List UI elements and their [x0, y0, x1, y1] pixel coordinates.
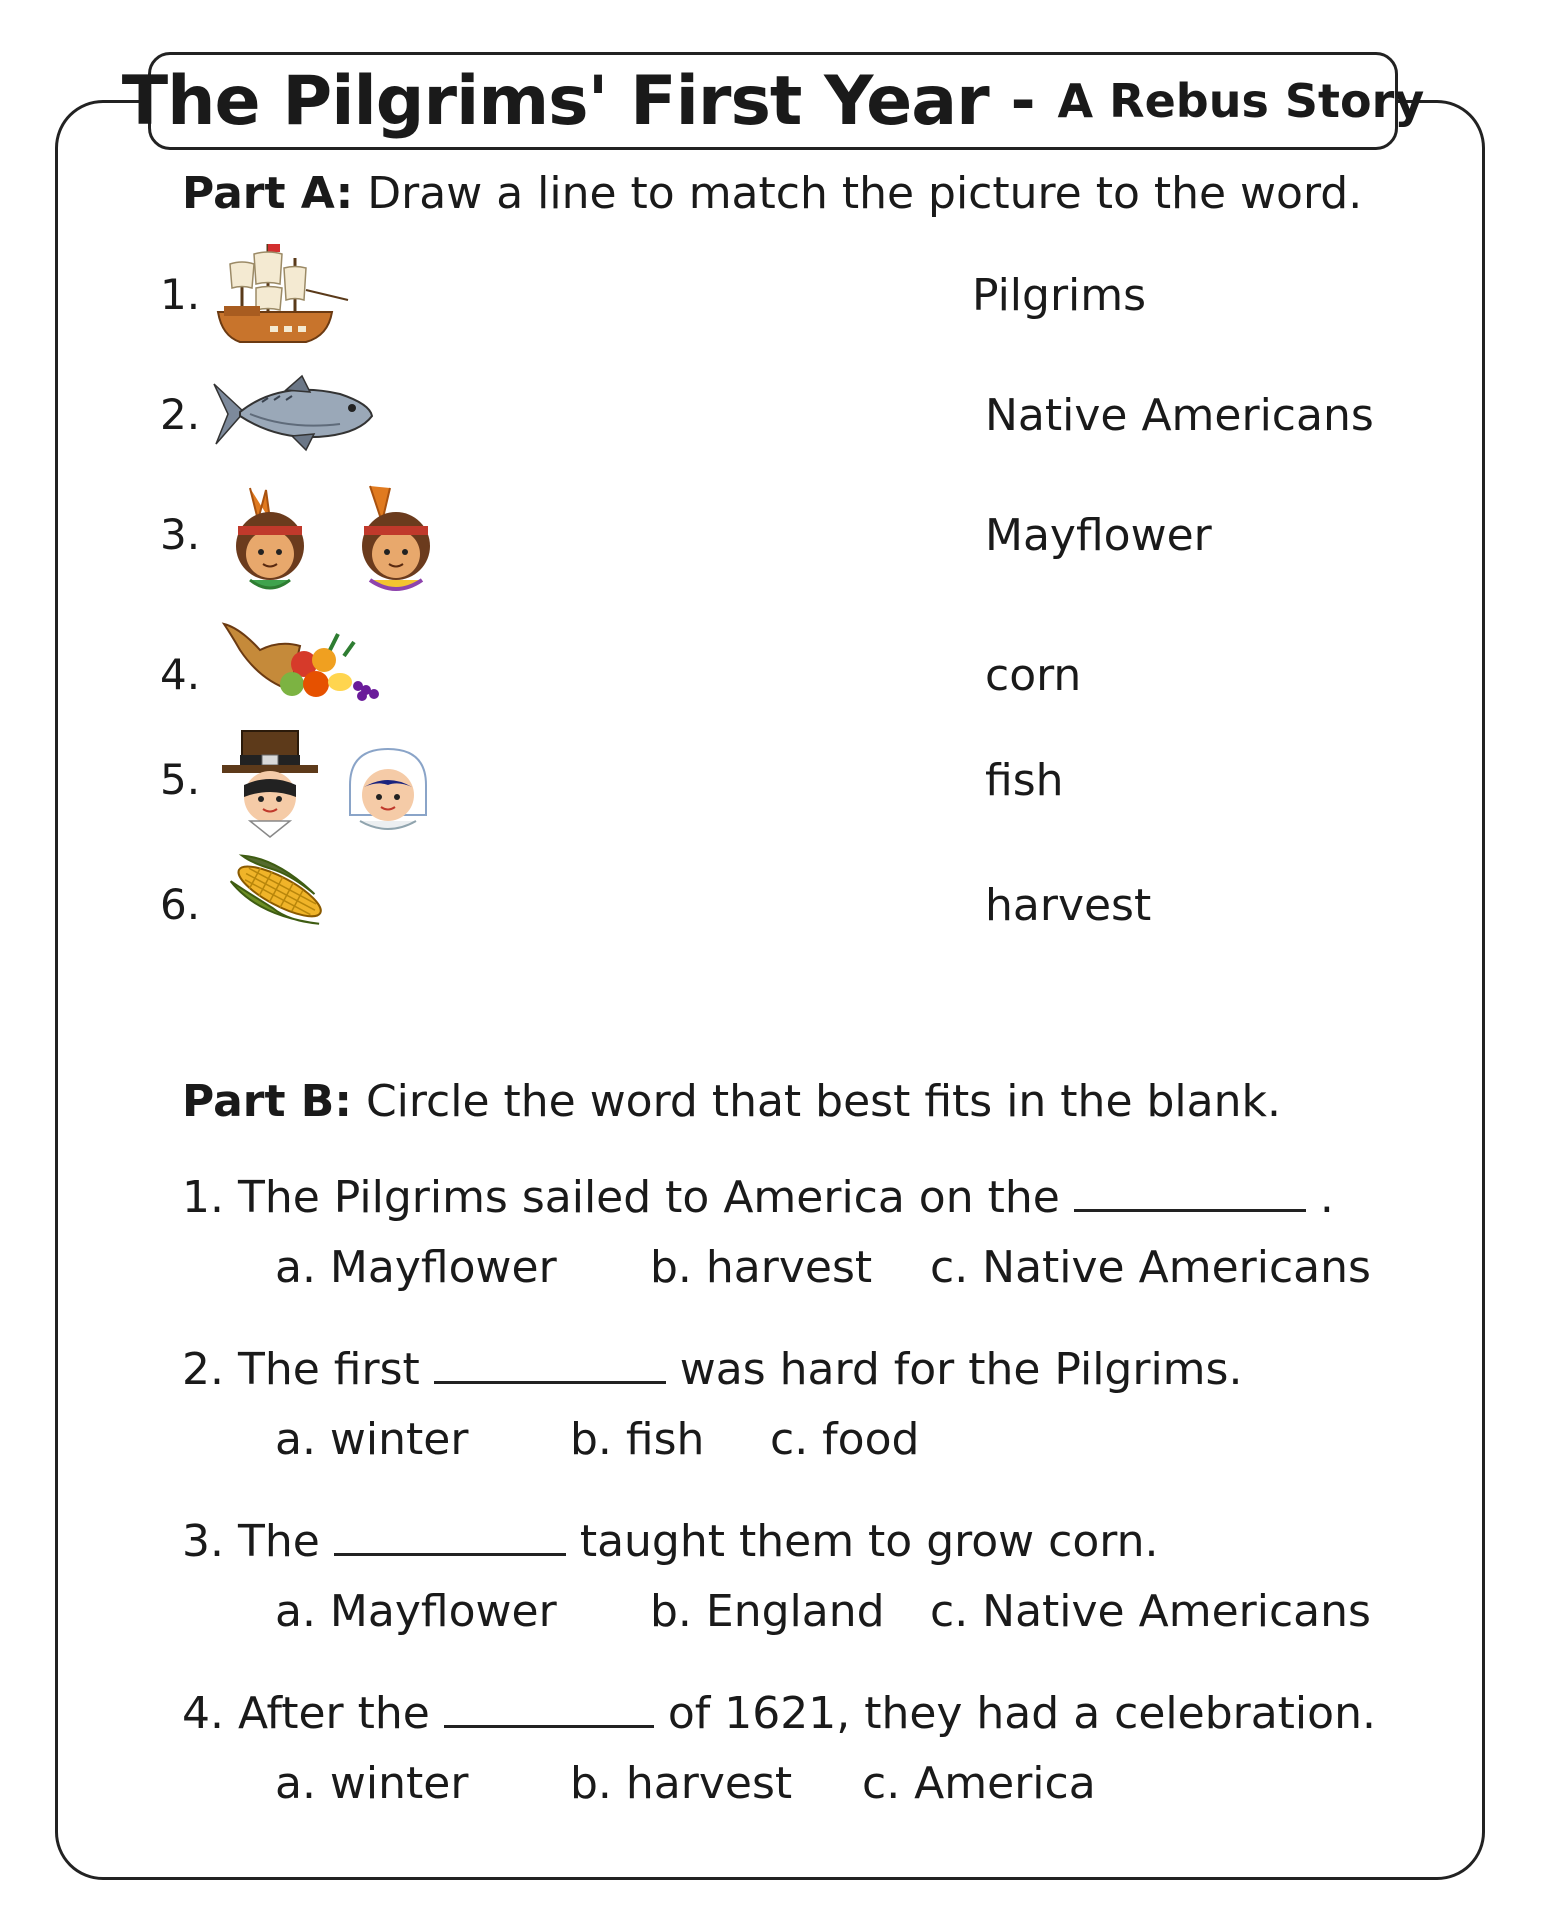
match-word: Pilgrims [972, 270, 1147, 321]
question-text-after: of 1621, they had a celebration. [667, 1688, 1376, 1739]
question-text-after: taught them to grow corn. [579, 1516, 1159, 1567]
question-number: 2. [182, 1344, 224, 1395]
option-a[interactable]: a. Mayflower [275, 1586, 557, 1637]
part-a-text: Draw a line to match the picture to the word. [367, 168, 1363, 219]
question-3 [182, 1516, 1158, 1567]
option-c[interactable]: c. food [770, 1414, 920, 1465]
option-c[interactable]: c. America [862, 1758, 1096, 1809]
question-text-after: . [1319, 1172, 1334, 1223]
question-2 [182, 1344, 1242, 1395]
item-number: 4. [160, 650, 201, 699]
match-word: corn [985, 650, 1082, 701]
match-item-2 [160, 360, 1390, 460]
question-text-before: After the [237, 1688, 430, 1739]
match-word: Mayflower [985, 510, 1212, 561]
part-b-label: Part B: [182, 1076, 352, 1127]
match-word: harvest [985, 880, 1152, 931]
ship-icon [210, 240, 350, 350]
option-a[interactable]: a. winter [275, 1414, 469, 1465]
answer-blank[interactable] [334, 1517, 566, 1556]
item-number: 6. [160, 880, 201, 929]
question-text-before: The Pilgrims sailed to America on the [237, 1172, 1060, 1223]
question-number: 1. [182, 1172, 224, 1223]
corn-icon [220, 850, 340, 940]
title-dash: - [1010, 66, 1036, 136]
answer-blank[interactable] [434, 1345, 666, 1384]
part-a-instruction [182, 168, 1362, 219]
page-subtitle: A Rebus Story [1057, 74, 1425, 128]
cornucopia-icon [220, 620, 390, 710]
question-text-before: The first [237, 1344, 420, 1395]
native-americans-icon [220, 480, 460, 598]
title-box [121, 52, 1425, 150]
option-a[interactable]: a. Mayflower [275, 1242, 557, 1293]
match-item-1 [160, 240, 1390, 340]
question-1 [182, 1172, 1334, 1223]
page-title: The Pilgrims' First Year [121, 61, 989, 141]
question-number: 3. [182, 1516, 224, 1567]
option-b[interactable]: b. England [650, 1586, 885, 1637]
match-item-3 [160, 480, 1390, 580]
item-number: 3. [160, 510, 201, 559]
item-number: 1. [160, 270, 201, 319]
option-c[interactable]: c. Native Americans [930, 1586, 1371, 1637]
question-text-after: was hard for the Pilgrims. [679, 1344, 1243, 1395]
option-b[interactable]: b. fish [570, 1414, 705, 1465]
part-b-text: Circle the word that best fits in the blank. [365, 1076, 1281, 1127]
question-text-before: The [237, 1516, 320, 1567]
match-word: fish [985, 755, 1064, 806]
answer-blank[interactable] [444, 1689, 654, 1728]
match-word: Native Americans [985, 390, 1374, 441]
pilgrims-icon [220, 725, 440, 843]
part-a-label: Part A: [182, 168, 354, 219]
question-number: 4. [182, 1688, 224, 1739]
option-b[interactable]: b. harvest [650, 1242, 873, 1293]
item-number: 2. [160, 390, 201, 439]
option-c[interactable]: c. Native Americans [930, 1242, 1371, 1293]
option-a[interactable]: a. winter [275, 1758, 469, 1809]
item-number: 5. [160, 755, 201, 804]
match-item-4 [160, 620, 1390, 720]
part-b-instruction [182, 1076, 1281, 1127]
answer-blank[interactable] [1074, 1173, 1306, 1212]
option-b[interactable]: b. harvest [570, 1758, 793, 1809]
match-item-6 [160, 850, 1390, 950]
question-4 [182, 1688, 1376, 1739]
fish-icon [210, 374, 375, 454]
match-item-5 [160, 725, 1390, 825]
